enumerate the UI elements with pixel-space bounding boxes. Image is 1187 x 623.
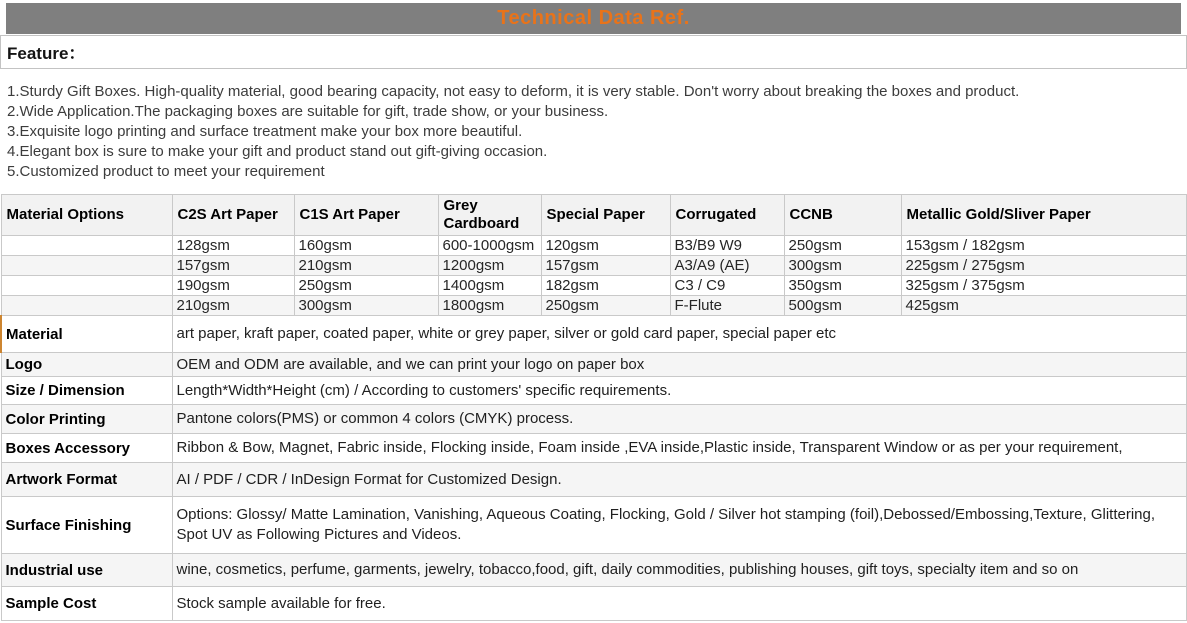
row-label: Material [1, 316, 172, 353]
table-cell: 250gsm [294, 276, 438, 296]
table-row-size-dimension [1, 377, 1187, 405]
row-value: Ribbon & Bow, Magnet, Fabric inside, Flocking inside, Foam inside ,EVA inside,Plastic inside, Transparent Window or as per your requirement, [172, 434, 1187, 463]
column-header-ccnb: CCNB [784, 195, 901, 236]
table-cell [1, 236, 172, 256]
column-header-special-paper: Special Paper [541, 195, 670, 236]
table-cell: 1800gsm [438, 296, 541, 316]
table-cell [1, 256, 172, 276]
table-cell: 325gsm / 375gsm [901, 276, 1187, 296]
table-row-material [1, 316, 1187, 353]
row-label: Size / Dimension [1, 377, 172, 405]
row-value: OEM and ODM are available, and we can print your logo on paper box [172, 353, 1187, 377]
row-label: Industrial use [1, 554, 172, 587]
table-cell: 210gsm [172, 296, 294, 316]
row-label: Sample Cost [1, 587, 172, 621]
table-cell: 225gsm / 275gsm [901, 256, 1187, 276]
feature-item: 5.Customized product to meet your requirement [7, 163, 325, 180]
table-row [1, 236, 1187, 256]
column-header-corrugated: Corrugated [670, 195, 784, 236]
feature-list [0, 69, 1187, 186]
column-header-c1s-art-paper: C1S Art Paper [294, 195, 438, 236]
table-cell: 157gsm [541, 256, 670, 276]
row-label: Artwork Format [1, 463, 172, 497]
table-cell: 210gsm [294, 256, 438, 276]
table-cell: 190gsm [172, 276, 294, 296]
row-label: Boxes Accessory [1, 434, 172, 463]
row-value: Length*Width*Height (cm) / According to customers' specific requirements. [172, 377, 1187, 405]
row-label: Logo [1, 353, 172, 377]
table-cell: 300gsm [784, 256, 901, 276]
table-cell: 1400gsm [438, 276, 541, 296]
table-header-row [1, 195, 1187, 236]
row-value: wine, cosmetics, perfume, garments, jewelry, tobacco,food, gift, daily commodities, publishing houses, gift toys, specialty item and so on [172, 554, 1187, 587]
feature-item: 3.Exquisite logo printing and surface treatment make your box more beautiful. [7, 123, 523, 140]
table-row [1, 256, 1187, 276]
row-label: Surface Finishing [1, 497, 172, 554]
feature-heading-box [0, 35, 1187, 69]
column-header-metallic-paper: Metallic Gold/Sliver Paper [901, 195, 1187, 236]
feature-item: 2.Wide Application.The packaging boxes are suitable for gift, trade show, or your business. [7, 103, 609, 120]
spec-table [0, 194, 1187, 621]
table-row-surface-finishing [1, 497, 1187, 554]
table-row [1, 276, 1187, 296]
table-cell: 120gsm [541, 236, 670, 256]
feature-heading: Feature： [7, 44, 86, 63]
table-row [1, 296, 1187, 316]
table-cell [1, 296, 172, 316]
table-cell: 182gsm [541, 276, 670, 296]
column-header-material-options: Material Options [1, 195, 172, 236]
table-cell: 160gsm [294, 236, 438, 256]
title-bar [6, 3, 1181, 34]
table-cell: 250gsm [541, 296, 670, 316]
row-value: AI / PDF / CDR / InDesign Format for Customized Design. [172, 463, 1187, 497]
feature-item: 4.Elegant box is sure to make your gift and product stand out gift-giving occasion. [7, 143, 548, 160]
row-value: Pantone colors(PMS) or common 4 colors (CMYK) process. [172, 405, 1187, 434]
row-value: Options: Glossy/ Matte Lamination, Vanishing, Aqueous Coating, Flocking, Gold / Silver hot stamping (foil),Debossed/Embossing,Texture, Glittering, Spot UV as Following Pictures and Videos. [172, 497, 1187, 554]
table-row-logo [1, 353, 1187, 377]
table-row-boxes-accessory [1, 434, 1187, 463]
table-cell: B3/B9 W9 [670, 236, 784, 256]
table-cell: 250gsm [784, 236, 901, 256]
table-cell: 153gsm / 182gsm [901, 236, 1187, 256]
table-cell: 350gsm [784, 276, 901, 296]
table-cell: 128gsm [172, 236, 294, 256]
table-cell: 600-1000gsm [438, 236, 541, 256]
row-value: Stock sample available for free. [172, 587, 1187, 621]
feature-item: 1.Sturdy Gift Boxes. High-quality material, good bearing capacity, not easy to deform, it is very stable. Don't worry about breaking the boxes and product. [7, 83, 1020, 100]
table-cell: 425gsm [901, 296, 1187, 316]
table-cell: C3 / C9 [670, 276, 784, 296]
page-title: Technical Data Ref. [497, 7, 690, 29]
column-header-c2s-art-paper: C2S Art Paper [172, 195, 294, 236]
table-cell: A3/A9 (AE) [670, 256, 784, 276]
table-cell: 157gsm [172, 256, 294, 276]
table-cell: 500gsm [784, 296, 901, 316]
table-cell [1, 276, 172, 296]
table-cell: 1200gsm [438, 256, 541, 276]
row-value: art paper, kraft paper, coated paper, white or grey paper, silver or gold card paper, special paper etc [172, 316, 1187, 353]
table-row-artwork-format [1, 463, 1187, 497]
table-cell: F-Flute [670, 296, 784, 316]
column-header-grey-cardboard: Grey Cardboard [438, 195, 541, 236]
table-cell: 300gsm [294, 296, 438, 316]
table-row-industrial-use [1, 554, 1187, 587]
table-row-color-printing [1, 405, 1187, 434]
table-row-sample-cost [1, 587, 1187, 621]
row-label: Color Printing [1, 405, 172, 434]
